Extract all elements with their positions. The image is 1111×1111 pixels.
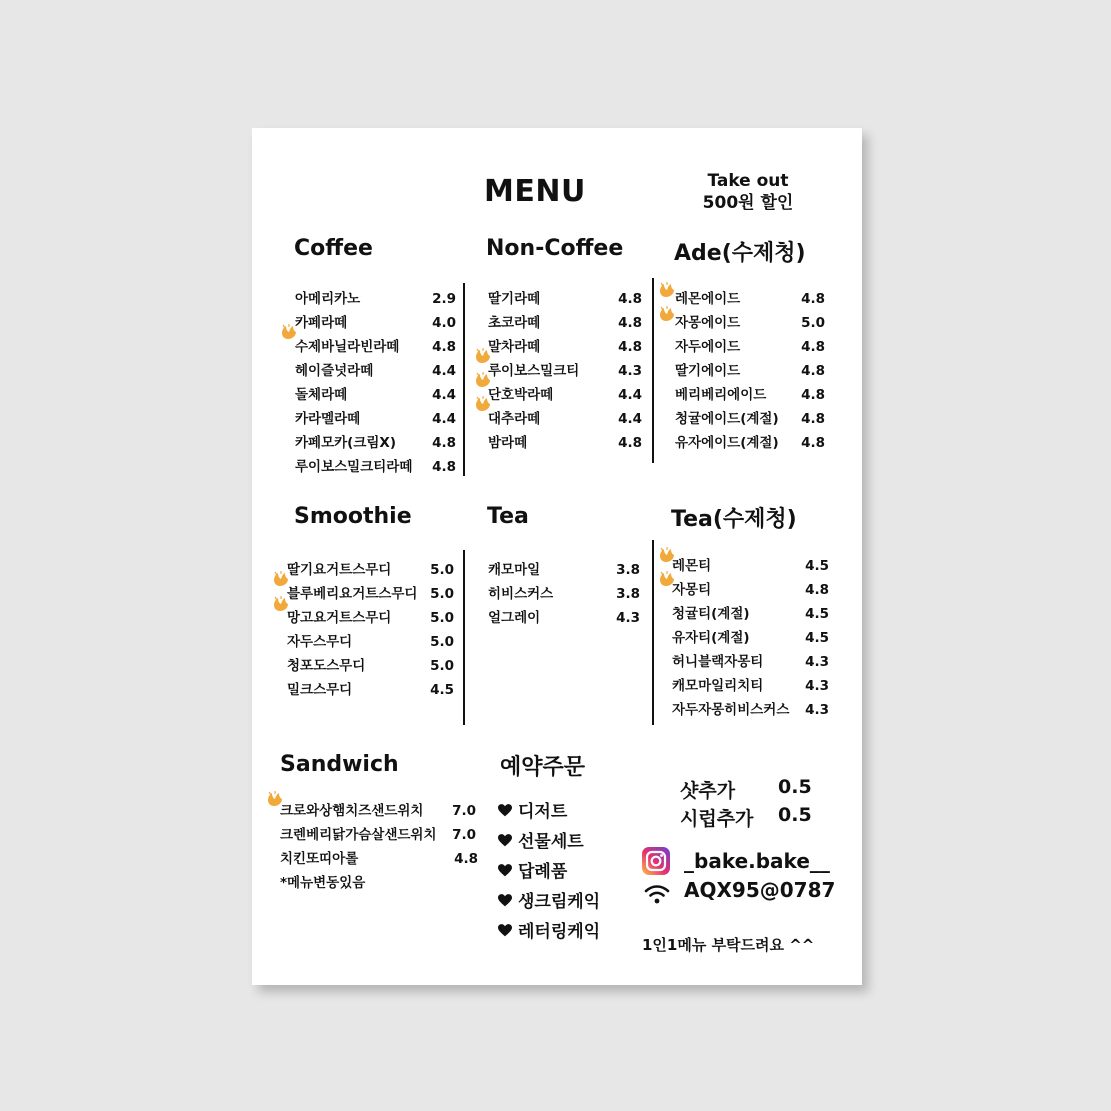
section-heading-smoothie: Smoothie (294, 504, 412, 529)
menu-item-price: 3.8 (616, 586, 640, 602)
menu-item-name: 루이보스밀크티라떼 (295, 459, 413, 475)
menu-item-price: 4.8 (801, 435, 825, 451)
menu-item-name: 크렌베리닭가슴살샌드위치 (280, 827, 437, 843)
menu-item-name: 돌체라떼 (295, 387, 348, 403)
extra-price: 0.5 (778, 804, 812, 826)
menu-item-price: 4.8 (801, 411, 825, 427)
divider-line (652, 540, 654, 725)
menu-item-name: 카페라떼 (295, 315, 348, 331)
divider-line (463, 550, 465, 725)
reservation-item-label: 답례품 (518, 862, 568, 882)
menu-note: *메뉴변동있음 (280, 875, 366, 891)
menu-item-price: 4.3 (805, 654, 829, 670)
menu-item-price: 4.5 (805, 606, 829, 622)
divider-line (652, 278, 654, 463)
reservation-item-label: 디저트 (518, 802, 568, 822)
menu-item-name: 밀크스무디 (287, 682, 353, 698)
heart-icon (498, 832, 514, 852)
menu-item-name: 청귤에이드(계절) (675, 411, 779, 427)
menu-item-name: 히비스커스 (488, 586, 554, 602)
reservation-item-label: 생크림케익 (518, 892, 601, 912)
instagram-handle: _bake.bake__ (684, 849, 830, 873)
menu-item-name: 치킨또띠아롤 (280, 851, 359, 867)
heart-icon (498, 922, 514, 942)
menu-item-name: 자몽티 (672, 582, 712, 598)
menu-item-name: 딸기에이드 (675, 363, 741, 379)
menu-item-price: 5.0 (430, 610, 454, 626)
menu-item-price: 3.8 (616, 562, 640, 578)
wifi-password: AQX95@0787 (684, 878, 836, 902)
menu-item-name: 단호박라떼 (488, 387, 554, 403)
flower-icon (272, 595, 290, 613)
menu-item-name: 유자티(계절) (672, 630, 750, 646)
menu-item-price: 4.8 (618, 315, 642, 331)
extra-price: 0.5 (778, 776, 812, 798)
menu-item-name: 레몬에이드 (675, 291, 741, 307)
flower-icon (266, 790, 284, 808)
menu-item-name: 베리베리에이드 (675, 387, 767, 403)
menu-item-price: 4.3 (618, 363, 642, 379)
menu-item-name: 레몬티 (672, 558, 712, 574)
flower-icon (658, 546, 676, 564)
menu-item-name: 딸기라떼 (488, 291, 541, 307)
menu-item-price: 4.4 (618, 411, 642, 427)
menu-item-price: 4.8 (801, 363, 825, 379)
reservation-item (498, 922, 600, 942)
flower-icon (658, 570, 676, 588)
flower-icon (658, 305, 676, 323)
heart-icon (498, 862, 514, 882)
menu-item-name: 블루베리요거트스무디 (287, 586, 418, 602)
menu-item-name: 자몽에이드 (675, 315, 741, 331)
menu-item-name: 자두에이드 (675, 339, 741, 355)
menu-item-price: 5.0 (430, 586, 454, 602)
menu-item-price: 4.3 (616, 610, 640, 626)
section-heading-tea: Tea (487, 504, 529, 529)
menu-item-price: 4.8 (801, 339, 825, 355)
flower-icon (658, 281, 676, 299)
takeout-line1: Take out (707, 171, 789, 191)
menu-item-name: 얼그레이 (488, 610, 541, 626)
menu-item-name: 말차라떼 (488, 339, 541, 355)
menu-item-price: 4.4 (432, 411, 456, 427)
menu-item-price: 5.0 (801, 315, 825, 331)
menu-item-price: 5.0 (430, 562, 454, 578)
menu-item-price: 4.8 (801, 291, 825, 307)
menu-item-name: 딸기요거트스무디 (287, 562, 392, 578)
menu-item-price: 4.3 (805, 702, 829, 718)
takeout-line2: 500원 할인 (702, 193, 794, 213)
menu-item-name: 청포도스무디 (287, 658, 366, 674)
reservation-item-label: 선물세트 (518, 832, 584, 852)
menu-item-price: 4.8 (432, 435, 456, 451)
menu-item-price: 4.4 (432, 363, 456, 379)
menu-item-price: 4.8 (805, 582, 829, 598)
menu-item-price: 4.5 (805, 630, 829, 646)
menu-item-price: 4.8 (618, 291, 642, 307)
menu-item-price: 7.0 (452, 803, 476, 819)
flower-icon (280, 323, 298, 341)
menu-item-name: 유자에이드(계절) (675, 435, 779, 451)
menu-item-name: 초코라떼 (488, 315, 541, 331)
menu-item-name: 루이보스밀크티 (488, 363, 580, 379)
menu-item-name: 자두스무디 (287, 634, 353, 650)
flower-icon (474, 347, 492, 365)
menu-item-name: 아메리카노 (295, 291, 361, 307)
extra-name: 시럽추가 (680, 808, 754, 830)
reservation-item (498, 862, 567, 882)
menu-item-name: 카라멜라떼 (295, 411, 361, 427)
menu-board (252, 128, 862, 985)
section-heading-reservation: 예약주문 (500, 755, 586, 780)
notice-text: 1인1메뉴 부탁드려요 ^^ (642, 936, 815, 954)
menu-item-price: 4.8 (432, 339, 456, 355)
extra-name: 샷추가 (680, 780, 736, 802)
wifi-icon (644, 883, 670, 905)
reservation-item (498, 802, 567, 822)
menu-item-price: 5.0 (430, 634, 454, 650)
menu-item-name: 허니블랙자몽티 (672, 654, 764, 670)
menu-item-price: 4.8 (432, 459, 456, 475)
menu-item-price: 7.0 (452, 827, 476, 843)
section-heading-tea-syrup: Tea(수제청) (671, 507, 797, 532)
menu-item-name: 수제바닐라빈라떼 (295, 339, 400, 355)
heart-icon (498, 802, 514, 822)
menu-item-price: 4.4 (618, 387, 642, 403)
section-heading-coffee: Coffee (294, 236, 373, 261)
menu-item-name: 크로와상햄치즈샌드위치 (280, 803, 424, 819)
takeout-discount (698, 170, 798, 214)
instagram-icon (642, 847, 670, 875)
menu-item-price: 5.0 (430, 658, 454, 674)
reservation-item-label: 레터링케익 (518, 922, 601, 942)
reservation-item (498, 832, 584, 852)
menu-item-price: 4.4 (432, 387, 456, 403)
divider-line (463, 283, 465, 476)
menu-item-price: 4.8 (618, 339, 642, 355)
menu-item-name: 밤라떼 (488, 435, 528, 451)
menu-item-name: 자두자몽히비스커스 (672, 702, 790, 718)
menu-item-price: 4.0 (432, 315, 456, 331)
section-heading-noncoffee: Non-Coffee (486, 236, 624, 261)
menu-item-price: 4.8 (801, 387, 825, 403)
menu-item-price: 4.3 (805, 678, 829, 694)
menu-item-name: 캐모마일 (488, 562, 541, 578)
menu-item-name: 청귤티(계절) (672, 606, 750, 622)
menu-item-name: 헤이즐넛라떼 (295, 363, 374, 379)
reservation-item (498, 892, 600, 912)
section-heading-ade: Ade(수제청) (674, 241, 806, 266)
menu-item-name: 대추라떼 (488, 411, 541, 427)
section-heading-sandwich: Sandwich (280, 752, 399, 777)
flower-icon (474, 371, 492, 389)
heart-icon (498, 892, 514, 912)
menu-item-price: 4.8 (618, 435, 642, 451)
menu-item-price: 4.5 (430, 682, 454, 698)
menu-item-price: 2.9 (432, 291, 456, 307)
menu-item-name: 망고요거트스무디 (287, 610, 392, 626)
menu-item-name: 캐모마일리치티 (672, 678, 764, 694)
flower-icon (474, 395, 492, 413)
menu-item-price: 4.8 (454, 851, 478, 867)
flower-icon (272, 570, 290, 588)
menu-title: MENU (484, 174, 586, 209)
menu-item-price: 4.5 (805, 558, 829, 574)
menu-item-name: 카페모카(크림X) (295, 435, 396, 451)
